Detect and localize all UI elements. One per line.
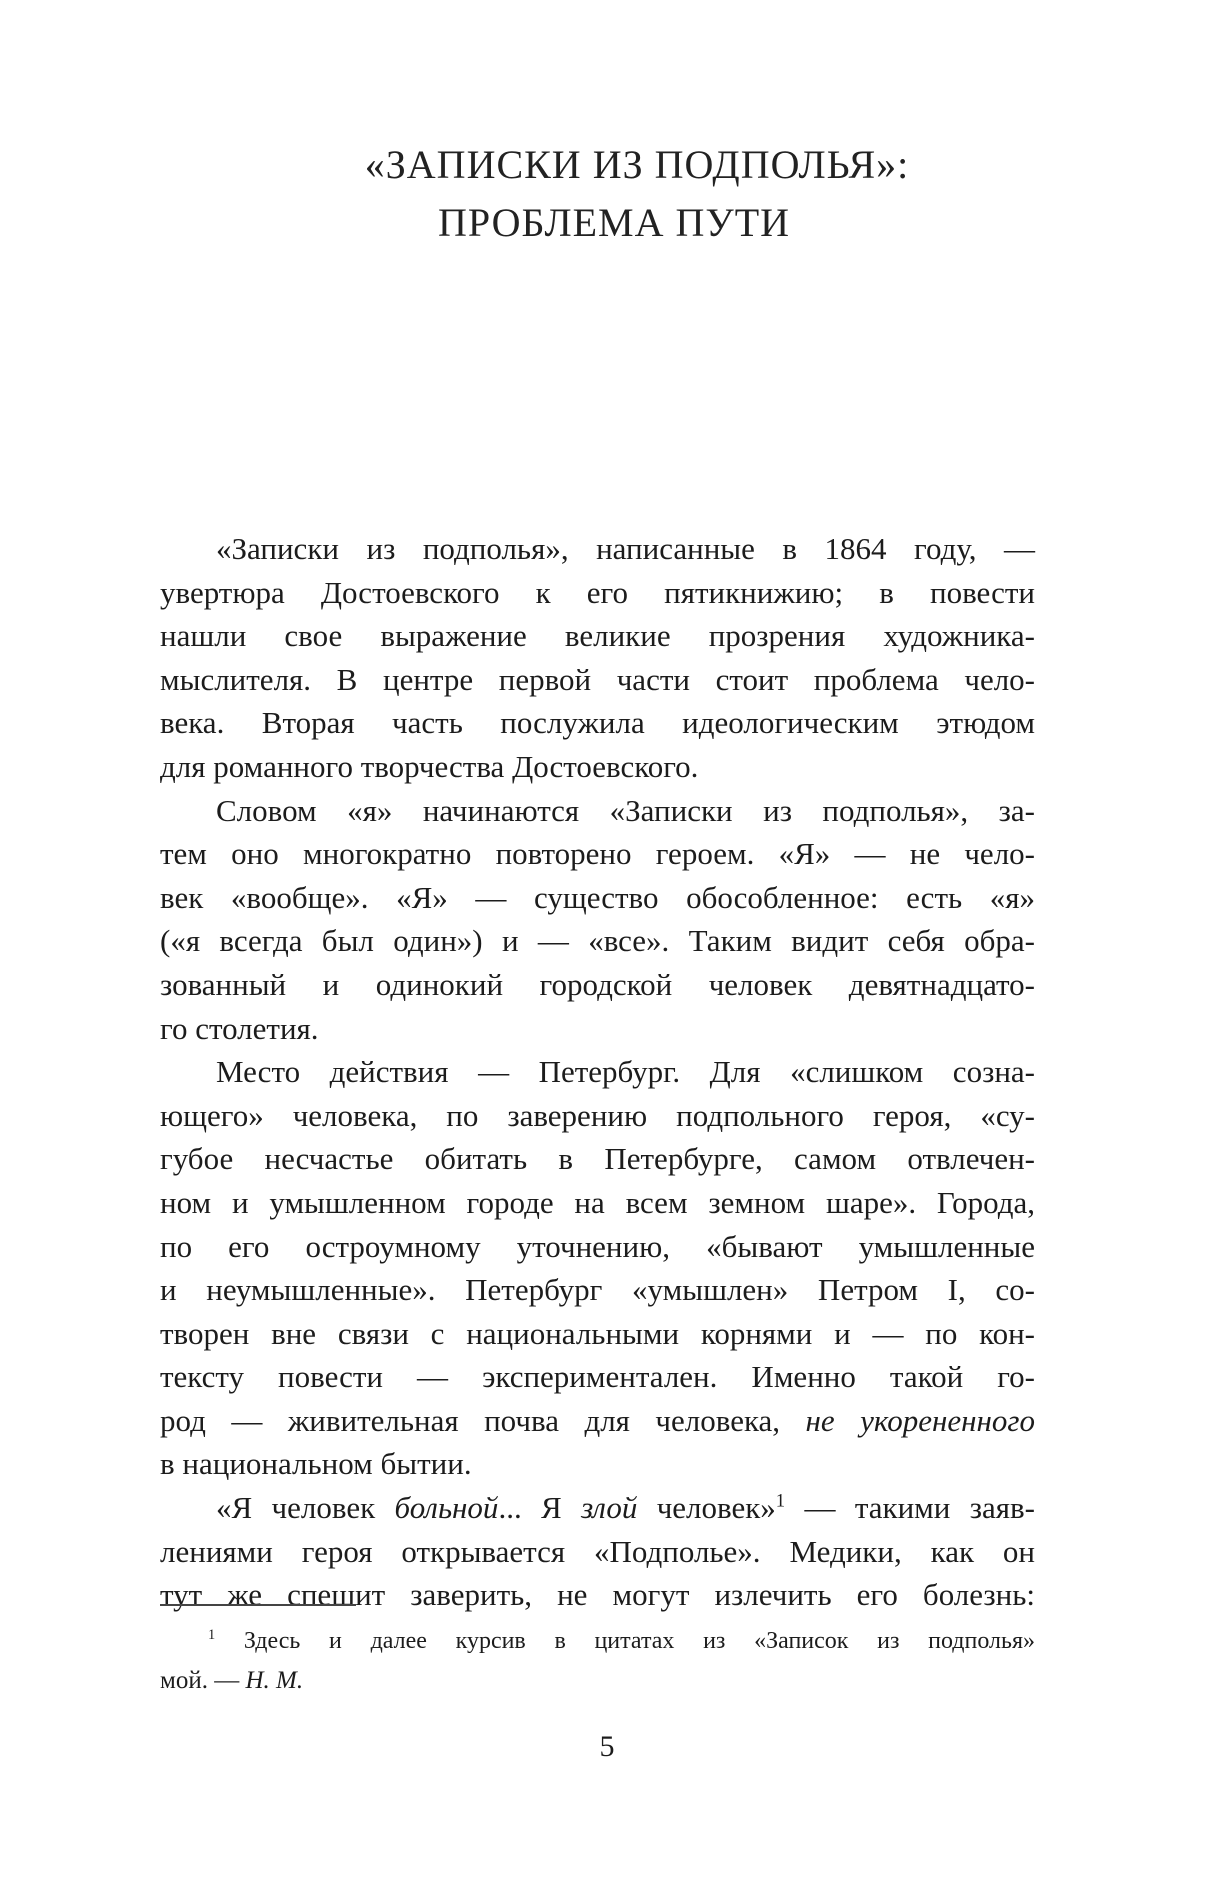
text-line: в национальном бытии. [160,1446,472,1482]
footnote-divider [160,1604,356,1606]
text-line: тексту повести — экспериментален. Именно такой го- [160,1359,1035,1395]
text-line: лениями героя открывается «Подполье». Медики, как он [160,1533,1035,1569]
text-line: век «вообще». «Я» — существо обособленное: есть «я» [160,879,1035,915]
text-line: тем оно многократно повторено героем. «Я» — не чело- [160,836,1035,872]
text-line: мыслителя. В центре первой части стоит проблема чело- [160,661,1035,697]
footnote-text: Здесь и далее курсив в цитатах из «Записок из подполья» [215,1628,1035,1654]
text-fragment: «Я человек [216,1490,395,1526]
text-line: нашли свое выражение великие прозрения художника- [160,618,1035,654]
text-line: по его остроумному уточнению, «бывают умышленные [160,1228,1035,1264]
text-fragment: — такими заяв- [785,1490,1035,1526]
text-line: ном и умышленном городе на всем земном шаре». Города, [160,1184,1035,1220]
footnote [160,1621,1035,1701]
text-fragment: человек» [637,1490,776,1526]
text-fragment: ... Я [498,1490,582,1526]
text-line: зованный и одинокий городской человек девятнадцато- [160,966,1035,1002]
chapter-title-line-1: «ЗАПИСКИ ИЗ ПОДПОЛЬЯ»: [364,142,910,187]
footnote-line [160,1661,1035,1701]
chapter-title [0,136,1214,252]
text-line: Словом «я» начинаются «Записки из подполья», за- [216,792,1035,828]
text-line: для романного творчества Достоевского. [160,748,699,784]
text-line: и неумышленные». Петербург «умышлен» Петром I, со- [160,1272,1035,1308]
text-line: го столетия. [160,1010,319,1046]
text-line: тут же спешит заверить, не могут излечить его болезнь: [160,1577,1035,1613]
footnote-marker: 1 [208,1627,216,1643]
text-line [160,1399,1035,1443]
footnote-line [160,1621,1035,1661]
page-number: 5 [599,1730,615,1763]
footnote-text: мой. — [160,1667,246,1694]
text-fragment: род — живительная почва для человека, [160,1402,806,1438]
text-line: творен вне связи с национальными корнями и — по кон- [160,1315,1035,1351]
text-line: века. Вторая часть послужила идеологическим этюдом [160,705,1035,741]
text-line: увертюра Достоевского к его пятикнижию; в повести [160,574,1035,610]
text-line: «Записки из подполья», написанные в 1864 году, — [216,531,1035,566]
text-line: губое несчастье обитать в Петербурге, самом отвлечен- [160,1141,1035,1177]
text-line [160,1486,1035,1530]
text-line: ющего» человека, по заверению подпольного героя, «су- [160,1097,1035,1133]
italic-emphasis: больной [394,1490,499,1526]
chapter-title-line-2: ПРОБЛЕМА ПУТИ [437,200,791,245]
italic-emphasis: злой [581,1490,638,1526]
text-line: («я всегда был один») и — «все». Таким видит себя обра- [160,923,1035,959]
footnote-ref[interactable]: 1 [775,1490,786,1512]
body-text [160,527,1035,1617]
text-line: Место действия — Петербург. Для «слишком созна- [216,1054,1035,1090]
italic-emphasis: не укорененного [805,1402,1035,1438]
footnote-author-initials: Н. М. [245,1667,304,1694]
